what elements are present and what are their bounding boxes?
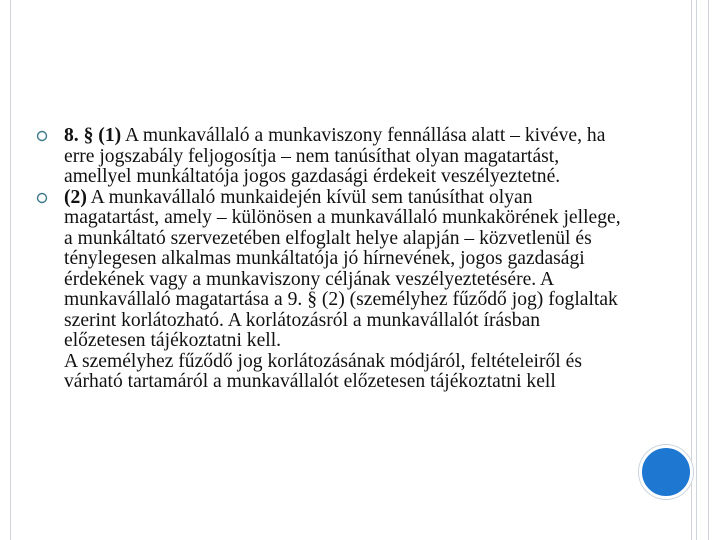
paragraph-text: A munkavállaló munkaidején kívül sem tanúsíthat olyan magatartást, amely – különösen a munkavállaló munkakörének jellege, a munkáltató szervezetében elfoglalt helye alapján – közvetlenül és ténylegesen alkalmas munkáltatója jó hírnevének, jogos gazdasági érdekének vagy a munkaviszony céljának veszélyeztetésére. A munkavállaló magatartása a 9. § (2) (személyhez fűződő jog) foglaltak szerint korlátozható. A korlátozásról a munkavállalót írásban előzetesen tájékoztatni kell. <box>64 186 621 351</box>
decorative-circle <box>639 445 693 499</box>
circle-bullet-icon <box>36 130 48 142</box>
frame-border-right <box>691 0 692 540</box>
paragraph-text: A munkavállaló a munkaviszony fennállása alatt – kivéve, ha erre jogszabály feljogosítja – nem tanúsíthat olyan magatartást, amellyel munkáltatója jogos gazdasági érdekeit veszélyeztetné. <box>64 125 606 187</box>
frame-border-left <box>10 0 11 540</box>
frame-border-right-inner <box>696 0 697 540</box>
bullet-item-2 <box>36 188 626 352</box>
paragraph-number: 8. § (1) <box>64 125 122 146</box>
frame-border-right-outer <box>708 0 709 540</box>
paragraph-continuation: A személyhez fűződő jog korlátozásának módjáról, feltételeiről és várható tartamáról a munkavállalót előzetesen tájékoztatni kell <box>64 350 582 392</box>
circle-bullet-icon <box>36 192 48 204</box>
paragraph-number: (2) <box>64 186 87 208</box>
slide-content <box>36 126 626 393</box>
bullet-item-1 <box>36 126 626 188</box>
